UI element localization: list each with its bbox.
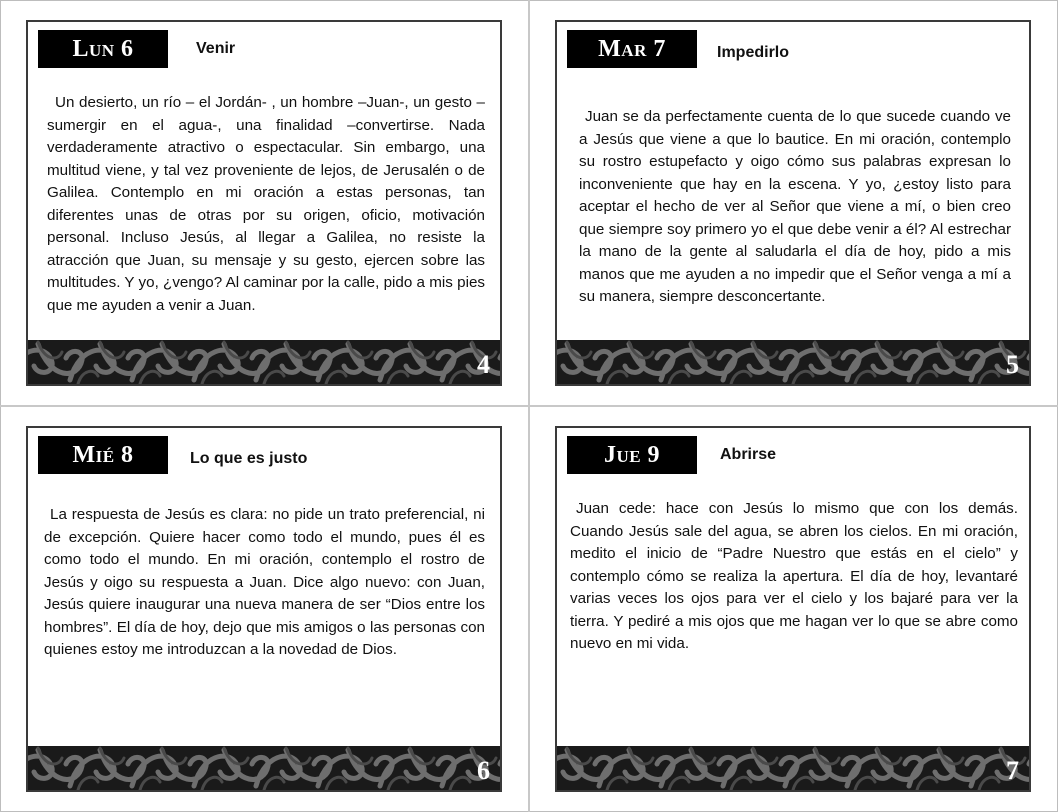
page-number: 4 (477, 350, 490, 379)
day-label: Lun 6 (38, 30, 168, 68)
ornament-pattern (28, 746, 500, 790)
day-label: Mar 7 (567, 30, 697, 68)
card-mie-8 (26, 426, 502, 792)
ornamental-band (557, 746, 1029, 790)
card-body-text: Un desierto, un río – el Jordán- , un hombre –Juan-, un gesto –sumergir en el agua-, una finalidad –convertirse. Nada verdaderamente atractivo o espectacular. Sin embargo, una multitud viene, y tal vez proveniente de lejos, de Jerusalén o de Galilea. Contemplo en mi oración a estas personas, tan diferentes unas de otras por su origen, oficio, motivación personal. Incluso Jesús, al llegar a Galilea, no resiste la atracción que Juan, su mensaje y su gesto, ejercen sobre las multitudes. Y yo, ¿vengo? Al caminar por la calle, pido a mis pies que me ayuden a venir a Juan. (47, 94, 485, 314)
card-subtitle: Lo que es justo (190, 450, 308, 467)
day-label: Mié 8 (38, 436, 168, 474)
card-mar-7 (555, 20, 1031, 386)
page-number: 6 (477, 756, 490, 785)
ornamental-band (557, 340, 1029, 384)
page-number: 7 (1006, 756, 1019, 785)
ornament-pattern (557, 746, 1029, 790)
ornament-pattern (557, 340, 1029, 384)
horizontal-divider (0, 405, 1058, 407)
ornamental-band (28, 746, 500, 790)
day-label: Jue 9 (567, 436, 697, 474)
card-body-text: Juan se da perfectamente cuenta de lo que sucede cuando ve a Jesús que viene a que lo bautice. En mi oración, contemplo su rostro estupefacto y oigo cómo sus palabras expresan lo inconveniente que hay en la escena. Y yo, ¿estoy listo para aceptar el hecho de ver al Señor que viene a mí, o bien creo que siempre soy primero yo el que debe venir a él? Al estrechar la mano de la gente al saludarla el día de hoy, pido a mis manos que me ayuden a no impedir que el Señor venga a mí a su manera, siempre desconcertante. (579, 108, 1011, 305)
ornamental-band (28, 340, 500, 384)
page-number: 5 (1006, 350, 1019, 379)
card-jue-9 (555, 426, 1031, 792)
card-body-text: La respuesta de Jesús es clara: no pide un trato preferencial, ni de excepción. Quiere hacer como todo el mundo, pues él es como todo el mundo. En mi oración, contemplo el rostro de Jesús y oigo su respuesta a Juan. Dice algo nuevo: con Juan, Jesús quiere inaugurar una nueva manera de ser “Dios entre los hombres”. El día de hoy, dejo que mis amigos o las personas con quienes estoy me introduzcan a la novedad de Dios. (44, 506, 485, 658)
card-subtitle: Abrirse (720, 446, 777, 463)
card-lun-6 (26, 20, 502, 386)
card-subtitle: Venir (196, 40, 236, 57)
ornament-pattern (28, 340, 500, 384)
card-subtitle: Impedirlo (717, 44, 790, 61)
card-body-text: Juan cede: hace con Jesús lo mismo que con los demás. Cuando Jesús sale del agua, se abren los cielos. En mi oración, medito el inicio de “Padre Nuestro que estás en el cielo” y contemplo cómo se realiza la apertura. El día de hoy, levantaré varias veces los ojos para ver el cielo y los bajaré para ver la tierra. Y pediré a mis ojos que me hagan ver lo que se abre como nuevo en mi vida. (570, 500, 1018, 652)
